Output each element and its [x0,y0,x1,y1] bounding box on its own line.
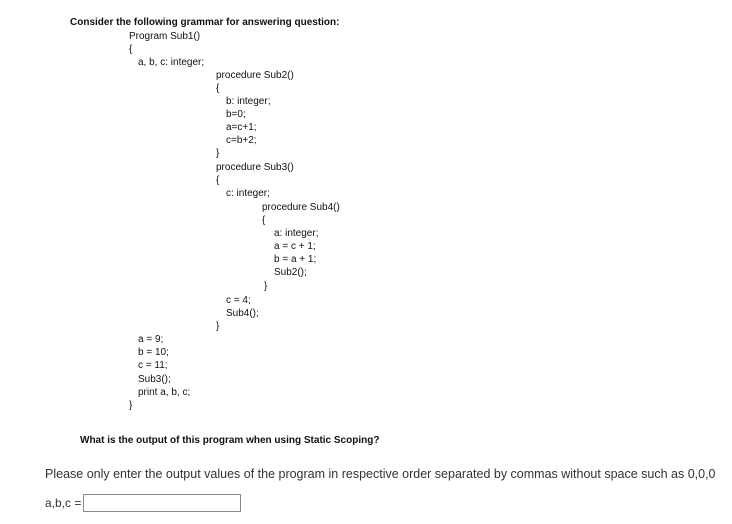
answer-label: a,b,c = [45,496,82,510]
code-line: a: integer; [274,228,319,239]
answer-instructions: Please only enter the output values of the program in respective order separated by commas without space such as 0,0,0 [45,467,716,481]
code-line: a=c+1; [226,122,257,133]
code-line: b = a + 1; [274,254,317,265]
code-line: c=b+2; [226,135,257,146]
answer-row [45,494,241,512]
code-line: Sub2(); [274,267,307,278]
code-line: print a, b, c; [138,387,191,398]
code-line: a = 9; [138,334,164,345]
code-line: } [264,281,268,292]
code-line: { [216,175,220,186]
code-line: a, b, c: integer; [138,57,205,68]
code-line: { [129,44,133,55]
code-line: Sub3(); [138,374,171,385]
code-line: procedure Sub2() [216,70,294,81]
code-line: c: integer; [226,188,270,199]
code-line: b=0; [226,109,246,120]
code-line: } [216,321,220,332]
code-line: b = 10; [138,347,169,358]
code-line: procedure Sub3() [216,162,294,173]
answer-input[interactable] [83,494,241,512]
code-line: } [129,400,133,411]
code-line: Program Sub1() [129,31,201,42]
question-prompt: What is the output of this program when using Static Scoping? [80,435,380,446]
code-line: Sub4(); [226,308,259,319]
code-line: } [216,148,220,159]
code-line: b: integer; [226,96,271,107]
code-line: c = 4; [226,295,251,306]
code-line: { [216,83,220,94]
code-line: a = c + 1; [274,241,316,252]
code-line: c = 11; [138,360,168,371]
code-line: procedure Sub4() [262,202,340,213]
code-line: { [262,215,266,226]
question-heading: Consider the following grammar for answering question: [70,17,340,28]
